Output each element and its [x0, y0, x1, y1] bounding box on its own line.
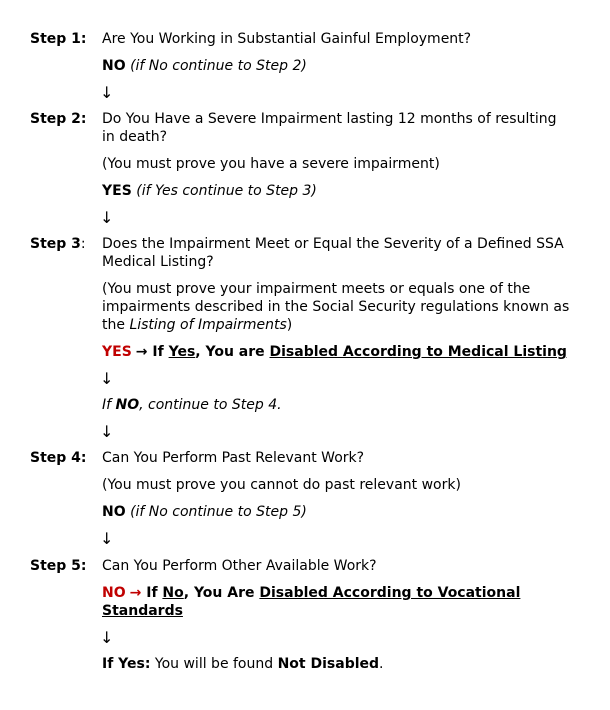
step-2-answer-word: YES — [102, 183, 132, 199]
step-3-note-line-1: (You must prove your impairment meets or equals one of the — [102, 281, 531, 297]
step-4-answer — [102, 503, 592, 521]
step-4-answer-note: (if No continue to Step 5) — [130, 504, 307, 520]
step-4-answer-word: NO — [102, 504, 126, 520]
down-arrow-icon: ↓ — [100, 83, 114, 102]
step-3-no-pre: If — [102, 397, 116, 413]
step-5-final-end: . — [379, 656, 384, 672]
step-5-final-line — [102, 655, 592, 673]
down-arrow-icon: ↓ — [100, 369, 114, 388]
step-5-no-result-line-1 — [102, 584, 592, 602]
down-arrow-icon: ↓ — [100, 422, 114, 441]
down-arrow-icon: ↓ — [100, 208, 114, 227]
step-5-final-text: You will be found — [150, 656, 278, 672]
step-1-answer — [102, 57, 592, 75]
step-2-answer-note: (if Yes continue to Step 3) — [136, 183, 317, 199]
step-5-label: Step 5: — [30, 558, 87, 574]
step-2-answer — [102, 182, 592, 200]
step-4-note: (You must prove you cannot do past relevant work) — [102, 477, 461, 493]
step-3-note-line-3 — [102, 316, 592, 334]
step-3-label-colon: : — [80, 236, 86, 252]
step-5-final-bold: If Yes: — [102, 656, 151, 672]
step-1-question: Are You Working in Substantial Gainful Employment? — [102, 31, 472, 47]
step-5-no-word: NO — [102, 585, 126, 601]
step-3-yes-result — [102, 343, 592, 361]
step-3-no-line — [102, 396, 592, 414]
step-3-note-line-2: impairments described in the Social Security regulations known as — [102, 299, 570, 315]
step-1-answer-note: (if No continue to Step 2) — [130, 58, 307, 74]
step-3-yes-result-text: Disabled According to Medical Listing — [269, 344, 567, 360]
step-3-no-word: NO — [115, 397, 140, 413]
step-5-no-result-line-2 — [102, 602, 592, 620]
step-2-question-line-2: in death? — [102, 129, 168, 145]
step-5-no-result-text-1: Disabled According to Vocational — [259, 585, 521, 601]
step-3-question-line-2: Medical Listing? — [102, 254, 214, 270]
step-2-note: (You must prove you have a severe impairment) — [102, 156, 440, 172]
step-3-label-text: Step 3 — [30, 236, 81, 252]
step-3-question-line-1: Does the Impairment Meet or Equal the Severity of a Defined SSA — [102, 236, 564, 252]
step-4-label: Step 4: — [30, 450, 87, 466]
step-1-label: Step 1: — [30, 31, 87, 47]
step-5-no-mid: , You Are — [183, 585, 260, 601]
step-4-question: Can You Perform Past Relevant Work? — [102, 450, 365, 466]
step-5-final-result: Not Disabled — [277, 656, 380, 672]
right-arrow-icon: → — [135, 344, 148, 360]
step-5-no-result-text-2: Standards — [102, 603, 183, 619]
step-2-question-line-1: Do You Have a Severe Impairment lasting 12 months of resulting — [102, 111, 557, 127]
step-3-note-post: ) — [286, 317, 293, 333]
step-3-note-pre: the — [102, 317, 130, 333]
step-3-no-post: , continue to Step 4. — [139, 397, 282, 413]
step-5-question: Can You Perform Other Available Work? — [102, 558, 377, 574]
step-3-yes-mid: , You are — [195, 344, 270, 360]
step-5-no-if-word: No — [162, 585, 184, 601]
step-5-no-if: If — [141, 585, 163, 601]
step-3-label — [30, 235, 86, 253]
listing-of-impairments: Listing of Impairments — [129, 317, 287, 333]
step-2-label: Step 2: — [30, 111, 87, 127]
right-arrow-icon: → — [129, 585, 142, 601]
step-3-yes-word: YES — [102, 344, 132, 360]
down-arrow-icon: ↓ — [100, 628, 114, 647]
step-3-yes-if-word: Yes — [168, 344, 196, 360]
step-3-yes-if: If — [147, 344, 169, 360]
down-arrow-icon: ↓ — [100, 529, 114, 548]
step-1-answer-word: NO — [102, 58, 126, 74]
